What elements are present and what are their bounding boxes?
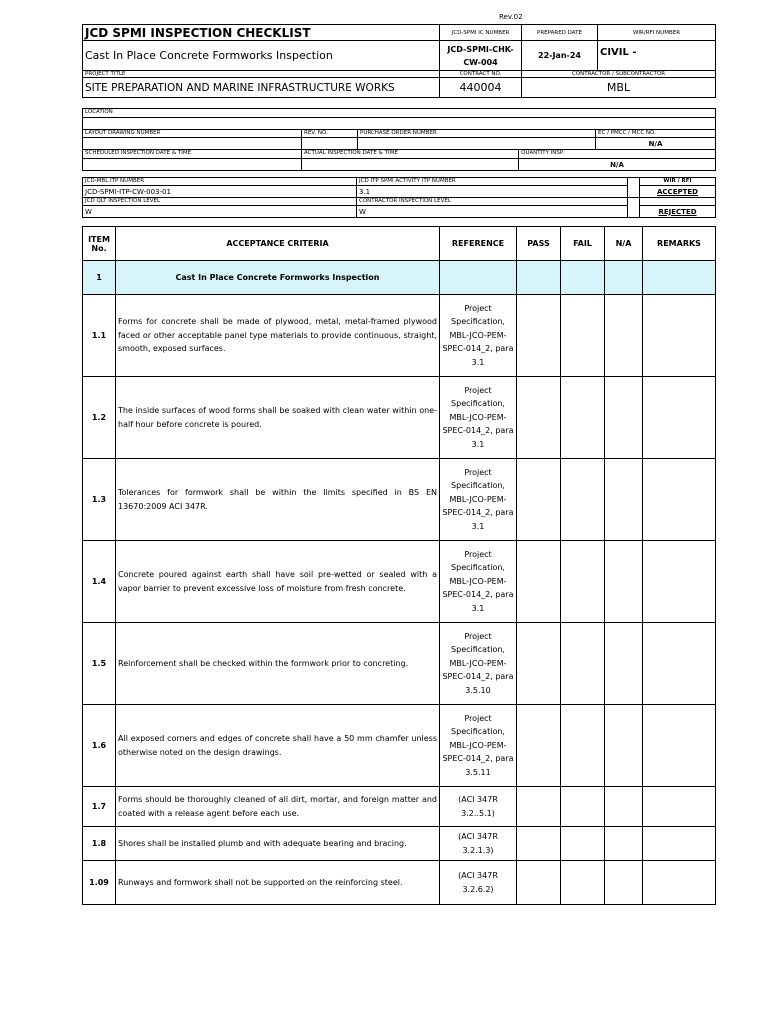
acceptance-criteria: Runways and formwork shall not be supported on the reinforcing steel. bbox=[116, 861, 440, 905]
fail-cell[interactable] bbox=[561, 705, 605, 787]
col-reference: REFERENCE bbox=[440, 227, 517, 261]
remarks-cell[interactable] bbox=[643, 459, 716, 541]
checklist-table bbox=[82, 226, 716, 905]
section-number: 1 bbox=[83, 261, 116, 295]
checklist-subtitle: Cast In Place Concrete Formworks Inspection bbox=[83, 41, 440, 71]
remarks-cell[interactable] bbox=[643, 295, 716, 377]
contractor-level-value: W bbox=[357, 206, 628, 218]
table-row bbox=[83, 459, 716, 541]
remarks-cell[interactable] bbox=[643, 541, 716, 623]
table-row bbox=[83, 377, 716, 459]
remarks-cell[interactable] bbox=[643, 623, 716, 705]
activity-itp-value: 3.1 bbox=[357, 186, 628, 198]
header-table bbox=[82, 24, 716, 98]
table-row bbox=[83, 541, 716, 623]
col-fail: FAIL bbox=[561, 227, 605, 261]
na-cell[interactable] bbox=[605, 377, 643, 459]
project-title-value: SITE PREPARATION AND MARINE INFRASTRUCTURE WORKS bbox=[83, 78, 440, 98]
pass-cell[interactable] bbox=[517, 705, 561, 787]
location-value bbox=[83, 118, 716, 130]
purchase-order-label: PURCHASE ORDER NUMBER bbox=[358, 130, 596, 138]
scheduled-date-value bbox=[83, 159, 302, 171]
item-number: 1.3 bbox=[83, 459, 116, 541]
contractor-value: MBL bbox=[522, 78, 716, 98]
ec-pmcc-label: EC / PMCC / MCC NO. bbox=[596, 130, 716, 138]
acceptance-criteria: Tolerances for formwork shall be within the limits specified in BS EN 13670:2009 ACI 347R. bbox=[116, 459, 440, 541]
reference: (ACI 347R 3.2.6.2) bbox=[440, 861, 517, 905]
reference: (ACI 347R 3.2.1.3) bbox=[440, 827, 517, 861]
wir-rfi-label: WIR / RFI bbox=[640, 178, 716, 186]
table-row bbox=[83, 827, 716, 861]
layout-drawing-label: LAYOUT DRAWING NUMBER bbox=[83, 130, 302, 138]
remarks-cell[interactable] bbox=[643, 827, 716, 861]
col-pass: PASS bbox=[517, 227, 561, 261]
reference: Project Specification, MBL-JCO-PEM-SPEC-014_2, para 3.1 bbox=[440, 377, 517, 459]
fail-cell[interactable] bbox=[561, 787, 605, 827]
col-acceptance-criteria: ACCEPTANCE CRITERIA bbox=[116, 227, 440, 261]
fail-cell[interactable] bbox=[561, 377, 605, 459]
acceptance-criteria: Forms should be thoroughly cleaned of all dirt, mortar, and foreign matter and coated with a release agent before each use. bbox=[116, 787, 440, 827]
table-row bbox=[83, 861, 716, 905]
checklist-title: JCD SPMI INSPECTION CHECKLIST bbox=[83, 25, 440, 41]
rev-no-label: REV. NO. bbox=[302, 130, 358, 138]
item-number: 1.8 bbox=[83, 827, 116, 861]
layout-drawing-value bbox=[83, 138, 302, 150]
prepared-date-label: PREPARED DATE bbox=[522, 25, 598, 41]
fail-cell[interactable] bbox=[561, 827, 605, 861]
ic-number-value: JCD-SPMI-CHK-CW-004 bbox=[440, 41, 522, 71]
quantity-label: QUANTITY INSP. bbox=[519, 150, 716, 159]
pass-cell[interactable] bbox=[517, 827, 561, 861]
quantity-value: N/A bbox=[519, 159, 716, 171]
itp-number-value: JCD-SPMI-ITP-CW-003-01 bbox=[83, 186, 357, 198]
itp-table bbox=[82, 177, 716, 218]
na-cell[interactable] bbox=[605, 623, 643, 705]
remarks-cell[interactable] bbox=[643, 787, 716, 827]
rejected-checkbox[interactable] bbox=[628, 198, 640, 218]
item-number: 1.2 bbox=[83, 377, 116, 459]
col-remarks: REMARKS bbox=[643, 227, 716, 261]
revision-label: Rev.02 bbox=[499, 13, 523, 21]
section-row bbox=[83, 261, 716, 295]
qlt-level-label: JCD QLT INSPECTION LEVEL bbox=[83, 198, 357, 206]
actual-date-value bbox=[302, 159, 519, 171]
pass-cell[interactable] bbox=[517, 861, 561, 905]
pass-cell[interactable] bbox=[517, 787, 561, 827]
pass-cell[interactable] bbox=[517, 459, 561, 541]
wir-number-label: WIR/RFI NUMBER bbox=[598, 25, 716, 41]
na-cell[interactable] bbox=[605, 459, 643, 541]
col-item-no: ITEM No. bbox=[83, 227, 116, 261]
pass-cell[interactable] bbox=[517, 623, 561, 705]
remarks-cell[interactable] bbox=[643, 705, 716, 787]
item-number: 1.4 bbox=[83, 541, 116, 623]
scheduled-date-label: SCHEDULED INSPECTION DATE & TIME bbox=[83, 150, 302, 159]
contractor-level-label: CONTRACTOR INSPECTION LEVEL bbox=[357, 198, 628, 206]
acceptance-criteria: Concrete poured against earth shall have soil pre-wetted or sealed with a vapor barrier to prevent excessive loss of moisture from fresh concrete. bbox=[116, 541, 440, 623]
wir-number-value: CIVIL - bbox=[598, 41, 716, 71]
info-table bbox=[82, 108, 716, 171]
section-title: Cast In Place Concrete Formworks Inspection bbox=[116, 261, 440, 295]
project-title-label: PROJECT TITLE bbox=[83, 71, 440, 78]
table-row bbox=[83, 705, 716, 787]
fail-cell[interactable] bbox=[561, 459, 605, 541]
reference: Project Specification, MBL-JCO-PEM-SPEC-014_2, para 3.5.10 bbox=[440, 623, 517, 705]
item-number: 1.09 bbox=[83, 861, 116, 905]
item-number: 1.5 bbox=[83, 623, 116, 705]
remarks-cell[interactable] bbox=[643, 377, 716, 459]
fail-cell[interactable] bbox=[561, 623, 605, 705]
reference: Project Specification, MBL-JCO-PEM-SPEC-014_2, para 3.1 bbox=[440, 541, 517, 623]
reference: (ACI 347R 3.2..5.1) bbox=[440, 787, 517, 827]
reference: Project Specification, MBL-JCO-PEM-SPEC-014_2, para 3.1 bbox=[440, 459, 517, 541]
table-row bbox=[83, 787, 716, 827]
prepared-date-value: 22-Jan-24 bbox=[522, 41, 598, 71]
na-cell[interactable] bbox=[605, 827, 643, 861]
fail-cell[interactable] bbox=[561, 861, 605, 905]
contractor-label: CONTRACTOR / SUBCONTRACTOR bbox=[522, 71, 716, 78]
pass-cell[interactable] bbox=[517, 295, 561, 377]
na-cell[interactable] bbox=[605, 295, 643, 377]
na-cell[interactable] bbox=[605, 787, 643, 827]
item-number: 1.7 bbox=[83, 787, 116, 827]
col-na: N/A bbox=[605, 227, 643, 261]
acceptance-criteria: Forms for concrete shall be made of plywood, metal, metal-framed plywood faced or other acceptable panel type materials to provide continuous, straight, smooth, exposed surfaces. bbox=[116, 295, 440, 377]
fail-cell[interactable] bbox=[561, 541, 605, 623]
acceptance-criteria: Shores shall be installed plumb and with adequate bearing and bracing. bbox=[116, 827, 440, 861]
actual-date-label: ACTUAL INSPECTION DATE & TIME bbox=[302, 150, 519, 159]
pass-cell[interactable] bbox=[517, 541, 561, 623]
contract-no-value: 440004 bbox=[440, 78, 522, 98]
table-row bbox=[83, 295, 716, 377]
acceptance-criteria: All exposed corners and edges of concrete shall have a 50 mm chamfer unless otherwise noted on the design drawings. bbox=[116, 705, 440, 787]
na-cell[interactable] bbox=[605, 541, 643, 623]
rev-no-value bbox=[302, 138, 358, 150]
na-cell[interactable] bbox=[605, 861, 643, 905]
location-label: LOCATION bbox=[83, 109, 716, 118]
accepted-label: ACCEPTED bbox=[640, 186, 716, 198]
reference: Project Specification, MBL-JCO-PEM-SPEC-014_2, para 3.5.11 bbox=[440, 705, 517, 787]
item-number: 1.1 bbox=[83, 295, 116, 377]
item-number: 1.6 bbox=[83, 705, 116, 787]
rejected-label: REJECTED bbox=[640, 206, 716, 218]
qlt-level-value: W bbox=[83, 206, 357, 218]
table-row bbox=[83, 623, 716, 705]
ec-pmcc-value: N/A bbox=[596, 138, 716, 150]
purchase-order-value bbox=[358, 138, 596, 150]
na-cell[interactable] bbox=[605, 705, 643, 787]
activity-itp-label: JCD ITP SPMI ACTIVITY ITP NUMBER bbox=[357, 178, 628, 186]
pass-cell[interactable] bbox=[517, 377, 561, 459]
ic-number-label: JCD-SPMI IC NUMBER bbox=[440, 25, 522, 41]
itp-number-label: JCD-MBL ITP NUMBER bbox=[83, 178, 357, 186]
acceptance-criteria: The inside surfaces of wood forms shall be soaked with clean water within one-half hour before concrete is poured. bbox=[116, 377, 440, 459]
contract-no-label: CONTRACT NO. bbox=[440, 71, 522, 78]
fail-cell[interactable] bbox=[561, 295, 605, 377]
accepted-checkbox[interactable] bbox=[628, 178, 640, 198]
reference: Project Specification, MBL-JCO-PEM-SPEC-014_2, para 3.1 bbox=[440, 295, 517, 377]
remarks-cell[interactable] bbox=[643, 861, 716, 905]
acceptance-criteria: Reinforcement shall be checked within the formwork prior to concreting. bbox=[116, 623, 440, 705]
